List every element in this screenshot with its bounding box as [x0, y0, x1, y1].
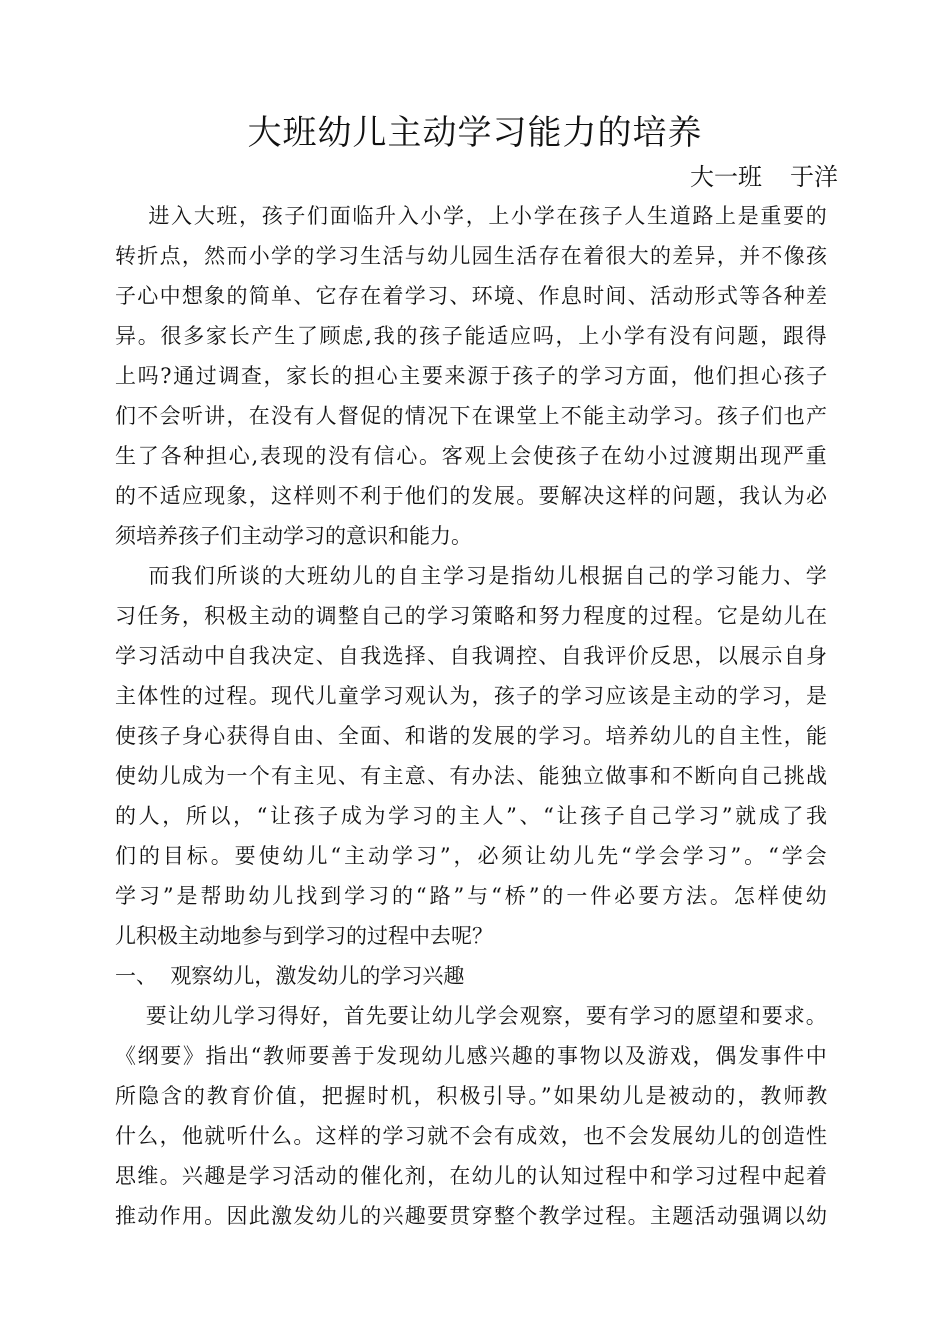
text-line: 进入大班，孩子们面临升入小学，上小学在孩子人生道路上是重要的: [115, 204, 829, 228]
text-line: 习任务，积极主动的调整自己的学习策略和努力程度的过程。它是幼儿在: [115, 604, 829, 628]
author-byline: [690, 157, 838, 197]
text-line: 子心中想象的简单、它存在着学习、环境、作息时间、活动形式等各种差: [115, 284, 829, 308]
text-line: 使孩子身心获得自由、全面、和谐的发展的学习。培养幼儿的自主性，能: [115, 724, 829, 748]
text-line: 学习”是帮助幼儿找到学习的“路”与“桥”的一件必要方法。怎样使幼: [115, 884, 830, 908]
text-line: 们不会听讲，在没有人督促的情况下在课堂上不能主动学习。孩子们也产: [115, 404, 829, 428]
text-line: 转折点，然而小学的学习生活与幼儿园生活存在着很大的差异，并不像孩: [115, 244, 829, 268]
text-line: 学习活动中自我决定、自我选择、自我调控、自我评价反思，以展示自身: [115, 644, 829, 668]
text-line: 上吗?通过调查，家长的担心主要来源于孩子的学习方面，他们担心孩子: [115, 364, 829, 388]
document-title: 大班幼儿主动学习能力的培养: [247, 113, 703, 153]
text-line: 要让幼儿学习得好，首先要让幼儿学会观察，要有学习的愿望和要求。: [115, 1004, 828, 1028]
text-line: 而我们所谈的大班幼儿的自主学习是指幼儿根据自己的学习能力、学: [115, 564, 829, 588]
text-line: 的人，所以，“让孩子成为学习的主人”、“让孩子自己学习”就成了我: [115, 804, 830, 828]
text-line: 主体性的过程。现代儿童学习观认为，孩子的学习应该是主动的学习，是: [115, 684, 829, 708]
text-line: 异。很多家长产生了顾虑,我的孩子能适应吗，上小学有没有问题，跟得: [115, 324, 829, 348]
text-line: 一、 观察幼儿，激发幼儿的学习兴趣: [115, 964, 465, 988]
author-name: 于洋: [790, 163, 838, 191]
text-line: 们的目标。要使幼儿“主动学习”，必须让幼儿先“学会学习”。“学会: [115, 844, 830, 868]
text-line: 的不适应现象，这样则不利于他们的发展。要解决这样的问题，我认为必: [115, 484, 829, 508]
text-line: 儿积极主动地参与到学习的过程中去呢？: [115, 924, 493, 948]
text-line: 推动作用。因此激发幼儿的兴趣要贯穿整个教学过程。主题活动强调以幼: [115, 1204, 829, 1228]
text-line: 思维。兴趣是学习活动的催化剂，在幼儿的认知过程中和学习过程中起着: [115, 1164, 829, 1188]
author-class: 大一班: [690, 163, 762, 191]
text-line: 《纲要》指出“教师要善于发现幼儿感兴趣的事物以及游戏，偶发事件中: [115, 1044, 829, 1068]
text-line: 使幼儿成为一个有主见、有主意、有办法、能独立做事和不断向自己挑战: [115, 764, 829, 788]
text-line: 须培养孩子们主动学习的意识和能力。: [115, 524, 472, 548]
text-line: 生了各种担心,表现的没有信心。客观上会使孩子在幼小过渡期出现严重: [115, 444, 829, 468]
text-line: 所隐含的教育价值，把握时机，积极引导。”如果幼儿是被动的，教师教: [115, 1084, 830, 1108]
text-line: 什么，他就听什么。这样的学习就不会有成效，也不会发展幼儿的创造性: [115, 1124, 829, 1148]
